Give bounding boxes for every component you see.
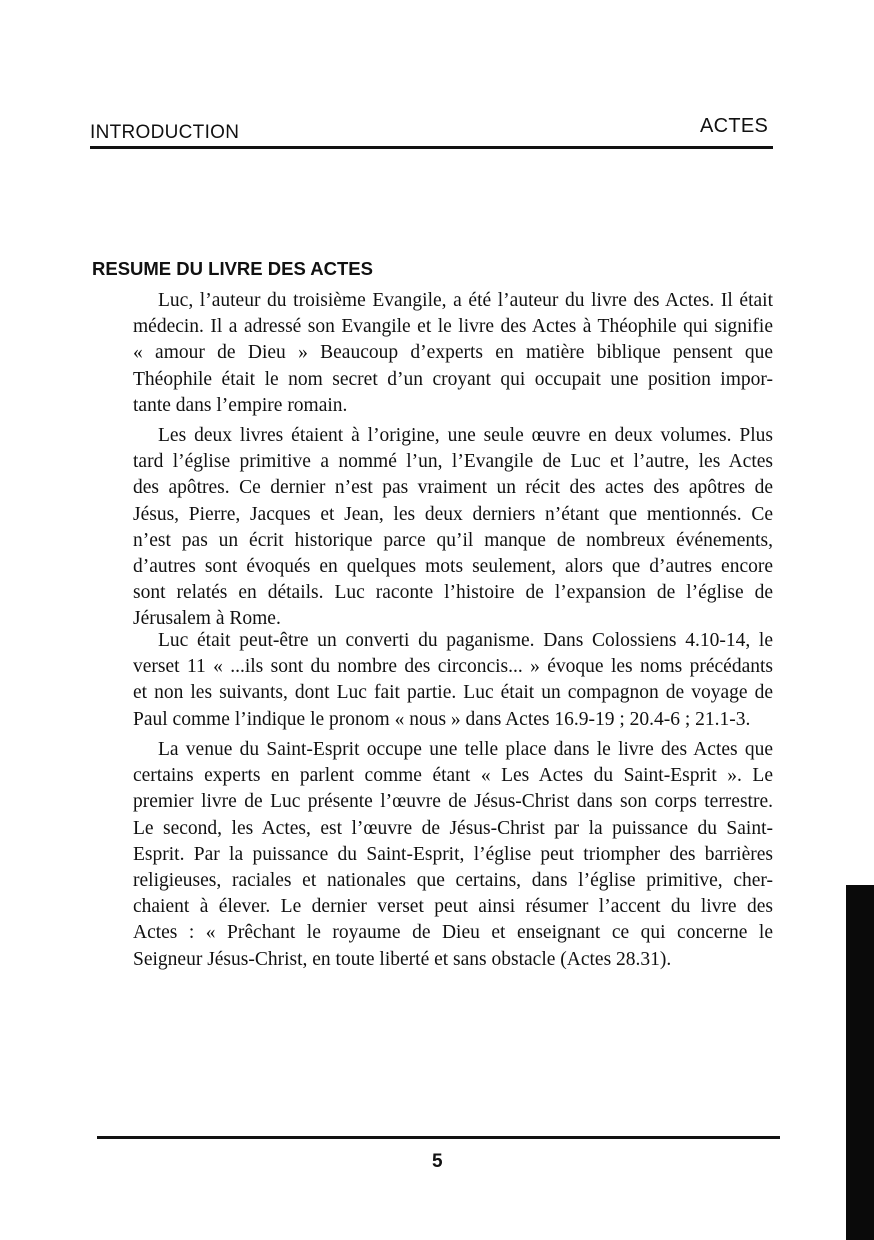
- running-header-book: ACTES: [700, 115, 769, 137]
- section-heading: RESUME DU LIVRE DES ACTES: [92, 258, 373, 279]
- text-line: des apôtres. Ce dernier n’est pas vraiment un récit des actes des apôtres de: [133, 477, 773, 499]
- text-line: Jésus, Pierre, Jacques et Jean, les deux derniers n’étant que mentionnés. Ce: [133, 503, 773, 525]
- text-line: d’autres sont évoqués en quelques mots seulement, alors que d’autres encore: [133, 555, 773, 577]
- text-line: tard l’église primitive a nommé l’un, l’Evangile de Luc et l’autre, les Actes: [133, 451, 773, 473]
- text-line: Jérusalem à Rome.: [133, 608, 281, 630]
- text-line: n’est pas un écrit historique parce qu’il manque de nombreux événements,: [133, 529, 773, 551]
- text-line: chaient à élever. Le dernier verset peut ainsi résumer l’accent du livre des: [133, 896, 773, 918]
- paragraph: [133, 737, 773, 973]
- header-rule: [90, 146, 773, 149]
- running-header-section: INTRODUCTION: [90, 122, 240, 143]
- text-line: Paul comme l’indique le pronom « nous » dans Actes 16.9-19 ; 20.4-6 ; 21.1-3.: [133, 708, 751, 730]
- footer-rule: [97, 1136, 780, 1139]
- page-number: 5: [432, 1151, 443, 1172]
- text-line: médecin. Il a adressé son Evangile et le livre des Actes à Théophile qui signifie: [133, 316, 773, 338]
- text-line: verset 11 « ...ils sont du nombre des circoncis... » évoque les noms précédants: [133, 656, 773, 678]
- text-line: Actes : « Prêchant le royaume de Dieu et enseignant ce qui concerne le: [133, 922, 773, 944]
- paragraph: [133, 628, 773, 733]
- text-line: premier livre de Luc présente l’œuvre de Jésus-Christ dans son corps terrestre.: [133, 791, 773, 813]
- paragraph: [133, 423, 773, 633]
- scan-edge-shadow: [846, 885, 874, 1240]
- text-line: tante dans l’empire romain.: [133, 394, 348, 416]
- text-line: « amour de Dieu » Beaucoup d’experts en matière biblique pensent que: [133, 342, 773, 364]
- text-line: Seigneur Jésus-Christ, en toute liberté et sans obstacle (Actes 28.31).: [133, 948, 672, 970]
- text-line: certains experts en parlent comme étant « Les Actes du Saint-Esprit ». Le: [133, 765, 773, 787]
- text-line: Théophile était le nom secret d’un croyant qui occupait une position impor-: [133, 368, 773, 390]
- paragraph: [133, 288, 773, 419]
- text-line: La venue du Saint-Esprit occupe une telle place dans le livre des Actes que: [158, 739, 773, 760]
- text-line: Les deux livres étaient à l’origine, une seule œuvre en deux volumes. Plus: [158, 425, 773, 446]
- text-line: et non les suivants, dont Luc fait partie. Luc était un compagnon de voyage de: [133, 682, 773, 704]
- text-line: sont relatés en détails. Luc raconte l’histoire de l’expansion de l’église de: [133, 582, 773, 604]
- text-line: Luc, l’auteur du troisième Evangile, a été l’auteur du livre des Actes. Il était: [158, 290, 773, 311]
- text-line: Le second, les Actes, est l’œuvre de Jésus-Christ par la puissance du Saint-: [133, 817, 773, 839]
- text-line: Luc était peut-être un converti du paganisme. Dans Colossiens 4.10-14, le: [158, 630, 773, 651]
- text-line: religieuses, raciales et nationales que certains, dans l’église primitive, cher-: [133, 869, 773, 891]
- text-line: Esprit. Par la puissance du Saint-Esprit, l’église peut triompher des barrières: [133, 843, 773, 865]
